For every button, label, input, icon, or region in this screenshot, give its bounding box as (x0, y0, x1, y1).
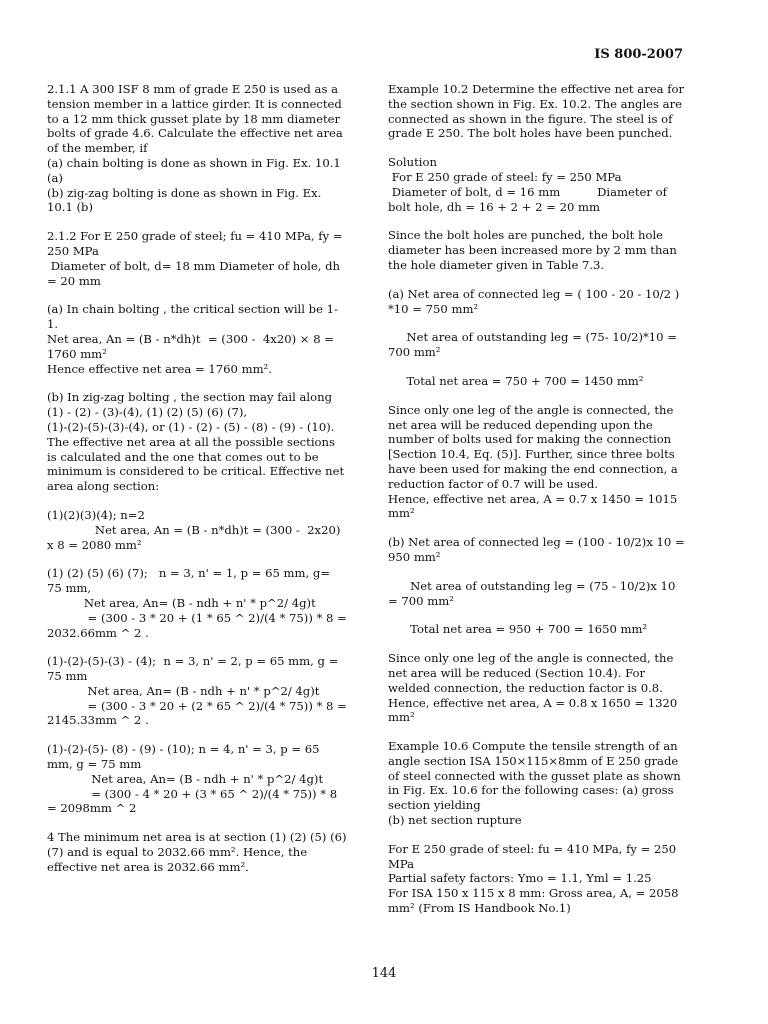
paragraph: (b) Net area of connected leg = (100 - 10/2)x 10 = 950 mm² (388, 535, 689, 564)
paragraph: 4 The minimum net area is at section (1) (2) (5) (6) (7) and is equal to 2032.66 mm². Hence, the effective net area is 2032.66 mm². (47, 830, 351, 874)
paragraph: 2.1.2 For E 250 grade of steel; fu = 410 MPa, fy = 250 MPa Diameter of bolt, d= 18 mm Diameter of hole, dh = 20 mm (47, 229, 343, 288)
paragraph: Net area of outstanding leg = (75- 10/2)*10 = 700 mm² (388, 330, 681, 360)
paragraph: (a) In chain bolting , the critical section will be 1-1. Net area, An = (B - n*dh)t = (300 - 4x20) × 8 = 1760 mm² Hence effective net area = 1760 mm². (47, 302, 338, 376)
paragraph: Example 10.6 Compute the tensile strength of an angle section ISA 150×115×8mm of E 250 grade of steel connected with the gusset plate as shown in Fig. Ex. 10.6 for the following cases: (a) gross section yielding (b) net section rupture (388, 739, 681, 828)
paragraph: Example 10.2 Determine the effective net area for the section shown in Fig. Ex. 10.2. The angles are connected as shown in the figure. The steel is of grade E 250. The bolt holes have been punched. (388, 82, 688, 141)
paragraph: Net area of outstanding leg = (75 - 10/2)x 10 = 700 mm² (388, 578, 680, 608)
page-number: 144 (371, 966, 397, 981)
paragraph: Total net area = 750 + 700 = 1450 mm² (388, 373, 644, 388)
paragraph: Since only one leg of the angle is connected, the net area will be reduced depending upon the number of bolts used for making the connection [Section 10.4, Eq. (5)]. Further, since three bolts have been used for making the end connection, a reduction factor of 0.7 will be used. Hence, effective net area, A = 0.7 x 1450 = 1015 mm² (388, 402, 678, 521)
paragraph: (1)(2)(3)(4); n=2 Net area, An = (B - n*dh)t = (300 - 2x20) x 8 = 2080 mm² (47, 507, 341, 552)
paragraph: Since only one leg of the angle is connected, the net area will be reduced (Section 10.4). For welded connection, the reduction factor is 0.8. Hence, effective net area, A = 0.8 x 1650 = 1320 mm² (388, 651, 681, 725)
paragraph: Total net area = 950 + 700 = 1650 mm² (388, 622, 648, 637)
paragraph: (1)-(2)-(5)-(3) - (4); n = 3, n' = 2, p = 65 mm, g = 75 mm Net area, An= (B - ndh + n' * p^2/ 4g)t = (300 - 3 * 20 + (2 * 65 ^ 2)/(4 * 75)) * 8 = 2145.33mm ^ 2 . (47, 654, 347, 728)
paragraph: Solution For E 250 grade of steel: fy = 250 MPa Diameter of bolt, d = 16 mm Diameter of bolt hole, dh = 16 + 2 + 2 = 20 mm (388, 155, 667, 214)
paragraph: (1) (2) (5) (6) (7); n = 3, n' = 1, p = 65 mm, g= 75 mm, Net area, An= (B - ndh + n' * p^2/ 4g)t = (300 - 3 * 20 + (1 * 65 ^ 2)/(4 * 75)) * 8 = 2032.66mm ^ 2 . (47, 566, 347, 640)
paragraph: (b) In zig-zag bolting , the section may fail along (1) - (2) - (3)-(4), (1) (2) (5) (6) (7), (1)-(2)-(5)-(3)-(4), or (1) - (2) - (5) - (8) - (9) - (10). The effective net area at all the possible sections is calculated and the one that comes out to be minimum is considered to be critical. Effective net area along section: (47, 390, 345, 494)
right-column (388, 82, 688, 930)
left-column (47, 82, 351, 889)
paragraph: (1)-(2)-(5)- (8) - (9) - (10); n = 4, n' = 3, p = 65 mm, g = 75 mm Net area, An= (B - ndh + n' * p^2/ 4g)t = (300 - 4 * 20 + (3 * 65 ^ 2)/(4 * 75)) * 8 = 2098mm ^ 2 (47, 742, 338, 816)
paragraph: (a) Net area of connected leg = ( 100 - 20 - 10/2 ) *10 = 750 mm² (388, 286, 683, 316)
paragraph: 2.1.1 A 300 ISF 8 mm of grade E 250 is used as a tension member in a lattice girder. It is connected to a 12 mm thick gusset plate by 18 mm diameter bolts of grade 4.6. Calculate the effective net area of the member, if (a) chain bolting is done as shown in Fig. Ex. 10.1 (a) (b) zig-zag bolting is done as shown in Fig. Ex. 10.1 (b) (47, 82, 343, 215)
paragraph: For E 250 grade of steel: fu = 410 MPa, fy = 250 MPa Partial safety factors: Ymo = 1.1, Yml = 1.25 For ISA 150 x 115 x 8 mm: Gross area, A, = 2058 mm² (From IS Handbook No.1) (388, 841, 679, 916)
document-code: IS 800-2007 (594, 47, 683, 62)
paragraph: Since the bolt holes are punched, the bolt hole diameter has been increased more by 2 mm than the hole diameter given in Table 7.3. (388, 228, 681, 272)
